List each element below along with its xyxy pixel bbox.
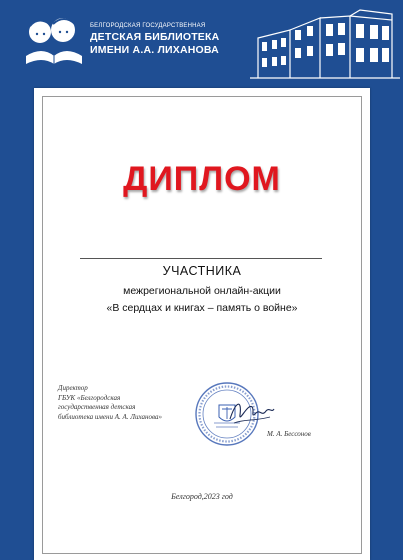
- signer-line: государственная детская: [58, 403, 136, 411]
- library-name-line1: БЕЛГОРОДСКАЯ ГОСУДАРСТВЕННАЯ: [90, 23, 206, 29]
- place-and-year: Белгород,2023 год: [171, 492, 233, 501]
- children-reading-logo-icon: [20, 12, 90, 72]
- signer-line: Директор: [58, 384, 88, 392]
- library-building-icon: [250, 8, 400, 80]
- handwritten-signature: [226, 393, 276, 429]
- recipient-label: УЧАСТНИКА: [162, 264, 242, 278]
- library-name-line2: ДЕТСКАЯ БИБЛИОТЕКА: [90, 31, 220, 43]
- divider-line: [80, 258, 322, 259]
- library-name: [90, 22, 219, 57]
- event-name: «В сердцах и книгах – память о войне»: [106, 302, 298, 314]
- event-description: межрегиональной онлайн-акции: [123, 285, 281, 297]
- signer-name: М. А. Бессонов: [267, 430, 311, 438]
- library-name-line3: ИМЕНИ А.А. ЛИХАНОВА: [90, 44, 219, 56]
- signer-title-block: [58, 384, 203, 422]
- signer-line: ГБУК «Белгородская: [58, 393, 121, 402]
- signer-line: библиотека имени А. А. Лиханова»: [58, 412, 162, 421]
- diploma-title: ДИПЛОМ: [123, 160, 281, 198]
- diploma-sheet: [34, 88, 370, 560]
